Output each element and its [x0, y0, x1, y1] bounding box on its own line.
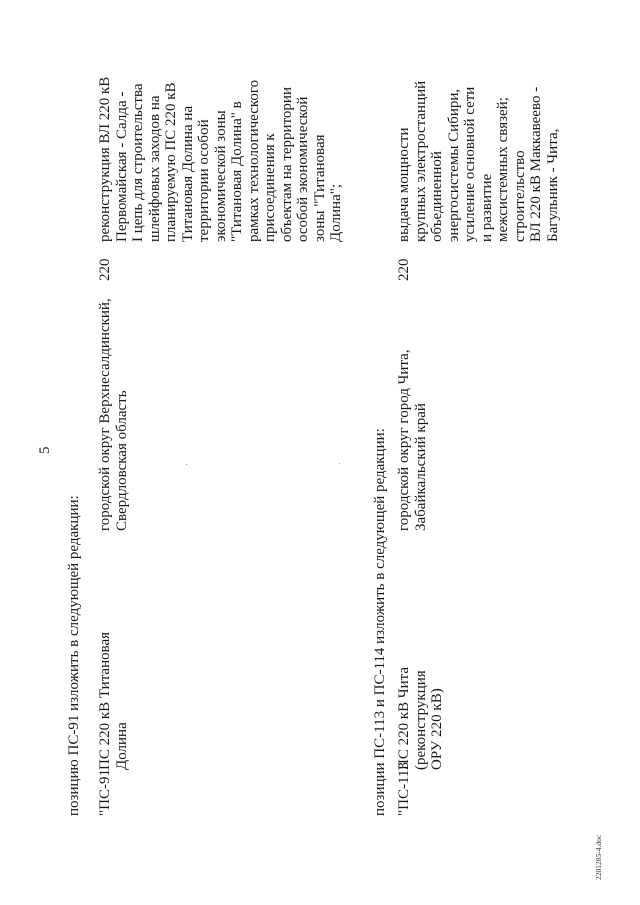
scan-speck — [339, 463, 340, 464]
object-location: городской округ город Чита, Забайкальский край — [396, 349, 429, 531]
position-code: "ПС-91 — [97, 769, 113, 816]
voltage-value: 220 — [97, 258, 113, 281]
object-name: ПС 220 кВ Титановая Долина — [97, 631, 130, 770]
voltage-value: 220 — [396, 258, 412, 281]
object-purpose: реконструкция ВЛ 220 кВ Первомайская - Салда - I цепь для строительства шлейфовых заходов на планируемую ПС 220 кВ Титановая Долина на территории особой экономической зоны "Титановая Долина" в рамках технологического присоединения к объектам на территории особой экономической зоны "Титановая Долина"; — [97, 76, 344, 242]
page-number: 5 — [37, 446, 53, 454]
object-name: ПС 220 кВ Чита (реконструкция ОРУ 220 кВ) — [396, 666, 445, 770]
scan-speck — [186, 464, 187, 465]
position-code: "ПС-113 — [396, 762, 412, 816]
section-2-intro: позиции ПС-113 и ПС-114 изложить в следующей редакции: — [372, 428, 388, 816]
footer-document-id: 2201285-4.doc — [594, 834, 603, 880]
object-purpose: выдача мощности крупных электростанций объединенной энергосистемы Сибири, усиление основной сети и развитие межсистемных связей; строительство ВЛ 220 кВ Маккавеево - Багульник - Чита, — [396, 80, 561, 242]
object-location: городской округ Верхнесалдинский, Свердловская область — [97, 298, 130, 531]
section-1-intro: позицию ПС-91 изложить в следующей редакции: — [66, 495, 82, 816]
